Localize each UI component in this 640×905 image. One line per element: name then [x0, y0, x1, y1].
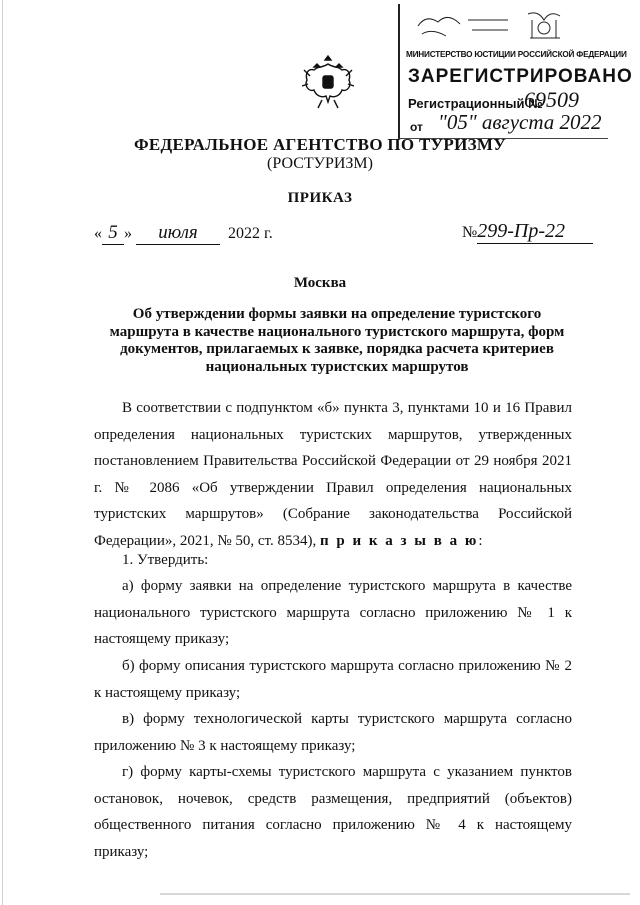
coat-of-arms-emblem: [300, 50, 356, 112]
registration-stamp: [398, 4, 633, 139]
document-title: ПРИКАЗ: [287, 190, 353, 206]
subitem-a: а) форму заявки на определение туристского маршрута в качестве национального туристского маршрута согласно приложению № 1 к настоящему приказу;: [94, 578, 572, 648]
stamp-date-value: "05" августа 2022: [438, 110, 602, 134]
stamp-registration-number-label: Регистрационный №: [408, 96, 543, 111]
item-1: 1. Утвердить:: [122, 552, 209, 568]
order-number-value: 299-Пр-22: [477, 220, 593, 244]
agency-name: ФЕДЕРАЛЬНОЕ АГЕНТСТВО ПО ТУРИЗМУ: [133, 135, 507, 154]
order-date-year: 2022 г.: [228, 225, 273, 242]
order-date-month: июля: [136, 222, 220, 245]
order-number-prefix: №: [462, 224, 478, 241]
order-date: « 5 » июля 2022 г.: [94, 222, 273, 243]
preamble-paragraph: В соответствии с подпунктом «б» пункта 3, пунктами 10 и 16 Правил определения национальных туристских маршрутов, утвержденных постановлением Правительства Российской Федерации от 29 ноября 2021 г. № 2086 «Об утверждении Правил определения национальных туристских маршрутов» (Собрание законодательства Российской Федерации», 2021, № 50, ст. 8534), п р и к а з ы в а ю:: [94, 400, 572, 549]
order-subject: Об утверждении формы заявки на определение туристского маршрута в качестве национального туристского маршрута, форм документов, прилагаемых к заявке, порядка расчета критериев национальных туристских маршрутов: [109, 306, 565, 375]
subitem-b: б) форму описания туристского маршрута согласно приложению № 2 к настоящему приказу;: [94, 658, 572, 701]
city-name: Москва: [293, 275, 347, 291]
preamble-text: В соответствии с подпунктом «б» пункта 3, пунктами 10 и 16 Правил определения национальных туристских маршрутов, утвержденных постановлением Правительства Российской Федерации от 29 ноября 2021 г. № 2086 «Об утверждении Правил определения национальных туристских маршрутов» (Собрание законодательства Российской Федерации», 2021, № 50, ст. 8534),: [94, 400, 572, 549]
agency-short-name: (РОСТУРИЗМ): [267, 155, 373, 172]
order-date-day: 5: [102, 222, 124, 245]
stamp-date-prefix: от: [410, 120, 423, 134]
stamp-ministry-name: МИНИСТЕРСТВО ЮСТИЦИИ РОССИЙСКОЙ ФЕДЕРАЦИИ: [406, 50, 627, 59]
stamp-emblem-graphic: [408, 6, 598, 46]
subitem-g: г) форму карты-схемы туристского маршрута с указанием пунктов остановок, ночевок, средств размещения, предприятий (объектов) общественного питания согласно приложению № 4 к настоящему приказу;: [94, 764, 572, 860]
stamp-registration-number: 69509: [524, 87, 579, 112]
scan-bottom-shade: [160, 893, 630, 895]
stamp-registration-date: [426, 110, 602, 135]
stamp-registered-label: ЗАРЕГИСТРИРОВАНО: [408, 66, 633, 87]
order-number: [462, 220, 593, 244]
order-keyword: п р и к а з ы в а ю: [319, 532, 479, 549]
subitem-v: в) форму технологической карты туристского маршрута согласно приложению № 3 к настоящему приказу;: [94, 711, 572, 754]
